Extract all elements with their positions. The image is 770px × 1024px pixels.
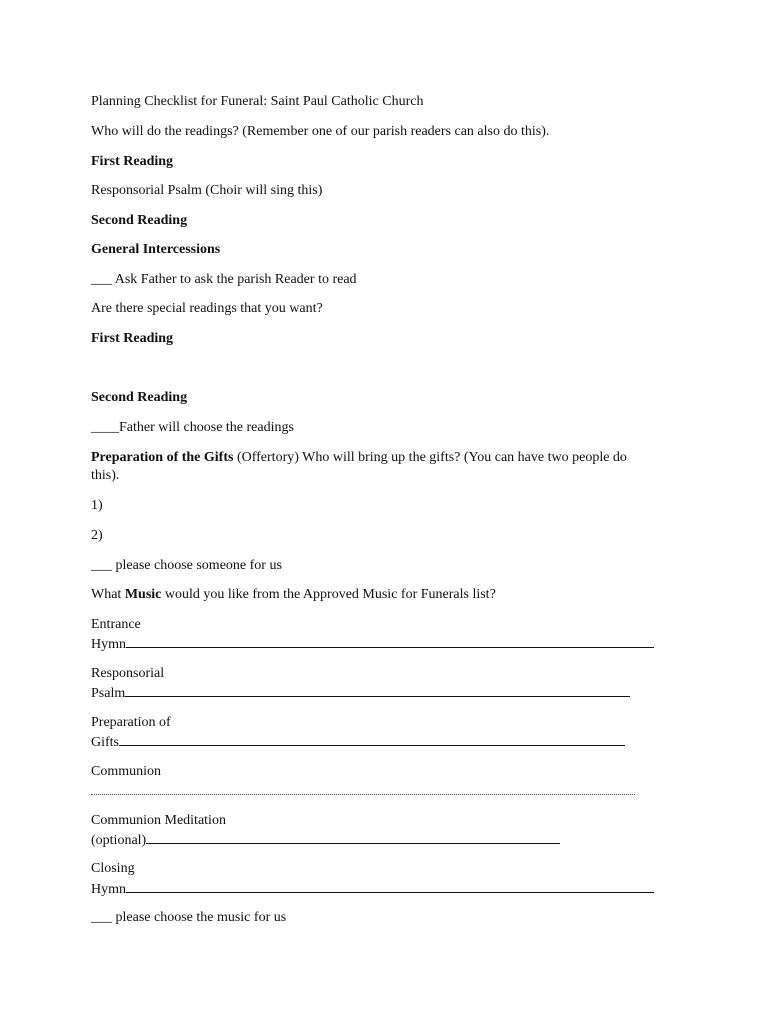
gifts-question-line [91,449,627,467]
gift-bearer-1[interactable]: 1) [91,498,103,513]
prep-gifts-label-2: Gifts [91,735,119,750]
choose-someone-line[interactable]: ___ please choose someone for us [91,558,282,573]
gifts-question-cont: this). [91,468,120,483]
music-question: What Music would you like from the Approved Music for Funerals list? [91,587,496,602]
psalm-label-1: Responsorial [91,666,165,681]
special-second-reading-heading: Second Reading [91,390,188,405]
meditation-field[interactable] [146,830,560,844]
ask-father-checkbox-line[interactable]: ___ Ask Father to ask the parish Reader to read [91,272,357,287]
closing-hymn-line[interactable] [91,879,654,899]
prep-gifts-label-1: Preparation of [91,715,171,730]
special-readings-question: Are there special readings that you want? [91,301,323,316]
entrance-hymn-label-1: Entrance [91,617,141,632]
responsorial-psalm-text: Responsorial Psalm (Choir will sing this) [91,183,323,198]
communion-label: Communion [91,764,162,779]
entrance-hymn-field[interactable] [126,634,654,648]
first-reading-heading: First Reading [91,154,174,169]
readings-question: Who will do the readings? (Remember one of our parish readers can also do this). [91,124,550,139]
gift-bearer-2[interactable]: 2) [91,528,103,543]
closing-hymn-field[interactable] [126,879,654,893]
psalm-line[interactable] [91,683,630,703]
prep-gifts-line[interactable] [91,732,625,752]
entrance-hymn-line[interactable] [91,634,654,654]
closing-hymn-label-1: Closing [91,861,135,876]
general-intercessions-heading: General Intercessions [91,242,221,257]
father-choose-readings-line[interactable]: ____Father will choose the readings [91,420,294,435]
gifts-question: (Offertory) Who will bring up the gifts? (You can have two people do [233,450,627,465]
music-bold-label: Music [124,587,162,602]
meditation-label-1: Communion Meditation [91,813,226,828]
special-first-reading-heading: First Reading [91,331,174,346]
choose-music-line[interactable]: ___ please choose the music for us [91,910,287,925]
psalm-label-2: Psalm [91,686,126,701]
entrance-hymn-label-2: Hymn [91,637,126,652]
communion-field[interactable] [91,794,635,795]
closing-hymn-label-2: Hymn [91,882,126,897]
gifts-heading: Preparation of the Gifts [91,450,234,465]
meditation-label-2: (optional) [91,833,147,848]
prep-gifts-field[interactable] [119,732,625,746]
page-title: Planning Checklist for Funeral: Saint Paul Catholic Church [91,94,424,109]
second-reading-heading: Second Reading [91,213,188,228]
psalm-field[interactable] [125,683,630,697]
meditation-line[interactable] [91,830,560,850]
